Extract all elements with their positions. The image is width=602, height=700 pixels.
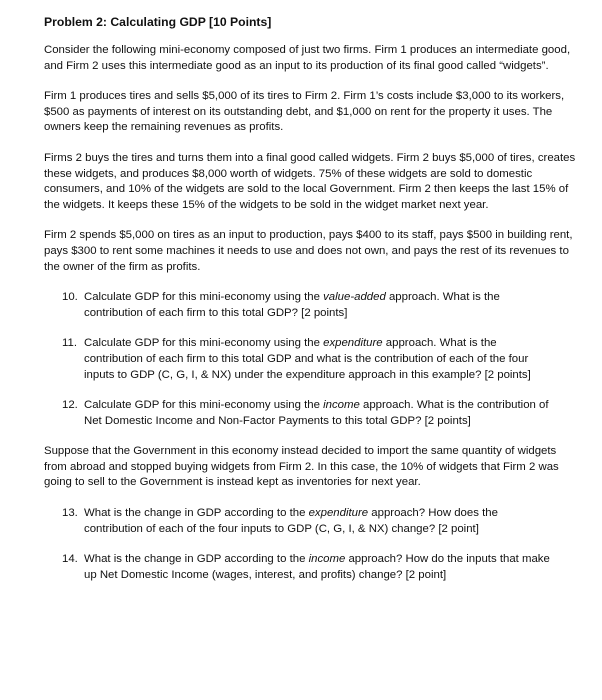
- question-12: [62, 398, 578, 429]
- question-14: [62, 552, 578, 583]
- problem-title: Problem 2: Calculating GDP [10 Points]: [44, 15, 272, 29]
- question-text: Calculate GDP for this mini-economy using the income approach. What is the contribution of Net Domestic Income and Non-Factor Payments to this total GDP? [2 points]: [84, 399, 549, 427]
- question-13: [62, 506, 578, 537]
- question-text: What is the change in GDP according to the income approach? How do the inputs that make up Net Domestic Income (wages, interest, and profits) change? [2 point]: [84, 553, 550, 581]
- question-10: [62, 290, 578, 321]
- paragraph-firm2-costs: Firm 2 spends $5,000 on tires as an input to production, pays $400 to its staff, pays $500 in building rent, pays $300 to rent some machines it needs to use and does not own, and pays the rest of its revenues to the owner of the firm as profits.: [44, 229, 573, 273]
- paragraph-intro: Consider the following mini-economy composed of just two firms. Firm 1 produces an intermediate good, and Firm 2 uses this intermediate good as an input to its production of its final good called “widgets”.: [44, 44, 571, 72]
- question-number: 13.: [62, 507, 78, 520]
- question-number: 10.: [62, 291, 78, 304]
- paragraph-firm2-sales: Firms 2 buys the tires and turns them into a final good called widgets. Firm 2 buys $5,000 of tires, creates these widgets, and produces $8,000 worth of widgets. 75% of these widgets are sold to domestic consumers, and 10% of the widgets are sold to the local Government. Firm 2 then keeps the last 15% of the widgets. It keeps these 15% of the widgets to be sold in the widget market next year.: [44, 151, 576, 211]
- question-text: What is the change in GDP according to the expenditure approach? How does the contribution of each of the four inputs to GDP (C, G, I, & NX) change? [2 point]: [84, 507, 498, 535]
- paragraph-firm1: Firm 1 produces tires and sells $5,000 of its tires to Firm 2. Firm 1’s costs include $3,000 to its workers, $500 as payments of interest on its outstanding debt, and $1,000 on rent for the property it uses. The owners keep the remaining revenues as profits.: [44, 90, 565, 134]
- question-number: 11.: [62, 337, 77, 350]
- paragraph-government-scenario: Suppose that the Government in this economy instead decided to import the same quantity of widgets from abroad and stopped buying widgets from Firm 2. In this case, the 10% of widgets that Firm 2 was going to sell to the Government is instead kept as inventories for next year.: [44, 445, 559, 489]
- question-number: 14.: [62, 553, 78, 566]
- question-text: Calculate GDP for this mini-economy using the value-added approach. What is the contribution of each firm to this total GDP? [2 points]: [84, 291, 500, 319]
- question-11: [62, 336, 578, 383]
- question-text: Calculate GDP for this mini-economy using the expenditure approach. What is the contribution of each firm to this total GDP and what is the contribution of each of the four inputs to GDP (C, G, I, & NX) under the expenditure approach in this example? [2 points]: [84, 337, 531, 381]
- question-number: 12.: [62, 399, 78, 412]
